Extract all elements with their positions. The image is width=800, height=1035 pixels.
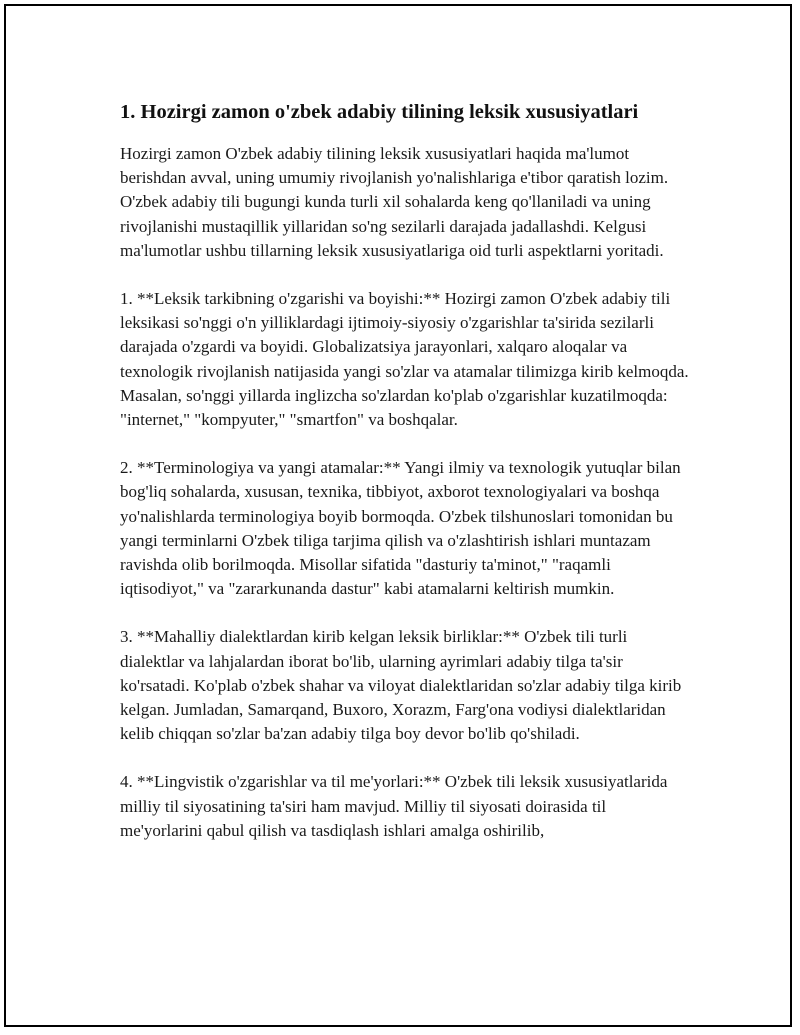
paragraph-terminology: 2. **Terminologiya va yangi atamalar:** Yangi ilmiy va texnologik yutuqlar bilan bog'liq sohalarda, xususan, texnika, tibbiyot, axborot texnologiyalari va boshqa yo'nalishlarda terminologiya boyib bormoqda. O'zbek tilshunoslari tomonidan bu yangi terminlarni O'zbek tiliga tarjima qilish va o'zlashtirish ishlari muntazam ravishda olib borilmoqda. Misollar sifatida "dasturiy ta'minot," "raqamli iqtisodiyot," va "zararkunanda dastur" kabi atamalarni keltirish mumkin. (120, 458, 681, 599)
document-heading: 1. Hozirgi zamon o'zbek adabiy tilining leksik xususiyatlari (120, 101, 639, 123)
intro-paragraph: Hozirgi zamon O'zbek adabiy tilining leksik xususiyatlari haqida ma'lumot berishdan avval, uning umumiy rivojlanish yo'nalishlariga e'tibor qaratish lozim. O'zbek adabiy tili bugungi kunda turli xil sohalarda keng qo'llaniladi va uning rivojlanishi mustaqillik yillaridan so'ng sezilarli darajada jadallashdi. Kelgusi ma'lumotlar ushbu tillarning leksik xususiyatlariga oid turli aspektlarni yoritadi. (120, 144, 669, 260)
document-page (4, 4, 792, 1027)
paragraph-dialects: 3. **Mahalliy dialektlardan kirib kelgan leksik birliklar:** O'zbek tili turli dialektlar va lahjalardan iborat bo'lib, ularning ayrimlari adabiy tilga ta'sir ko'rsatadi. Ko'plab o'zbek shahar va viloyat dialektlaridan so'zlar adabiy tilga kirib kelgan. Jumladan, Samarqand, Buxoro, Xorazm, Farg'ona vodiysi dialektlaridan kelib chiqqan so'zlar ba'zan adabiy tilga boy devor bo'lib qo'shiladi. (120, 627, 682, 744)
paragraph-lexical-changes: 1. **Leksik tarkibning o'zgarishi va boyishi:** Hozirgi zamon O'zbek adabiy tili leksikasi so'nggi o'n yilliklardagi ijtimoiy-siyosiy o'zgarishlar ta'sirida sezilarli darajada o'zgardi va boyidi. Globalizatsiya jarayonlari, xalqaro aloqalar va texnologik rivojlanish natijasida yangi so'zlar va atamalar tilimizga kirib kelmoqda. Masalan, so'nggi yillarda inglizcha so'zlardan ko'plab o'zgarishlar kuzatilmoqda: "internet," "kompyuter," "smartfon" va boshqalar. (120, 289, 689, 430)
document-body (120, 98, 690, 867)
paragraph-linguistic-norms: 4. **Lingvistik o'zgarishlar va til me'yorlari:** O'zbek tili leksik xususiyatlarida milliy til siyosatining ta'siri ham mavjud. Milliy til siyosati doirasida til me'yorlarini qabul qilish va tasdiqlash ishlari amalga oshirilib, (120, 772, 668, 840)
